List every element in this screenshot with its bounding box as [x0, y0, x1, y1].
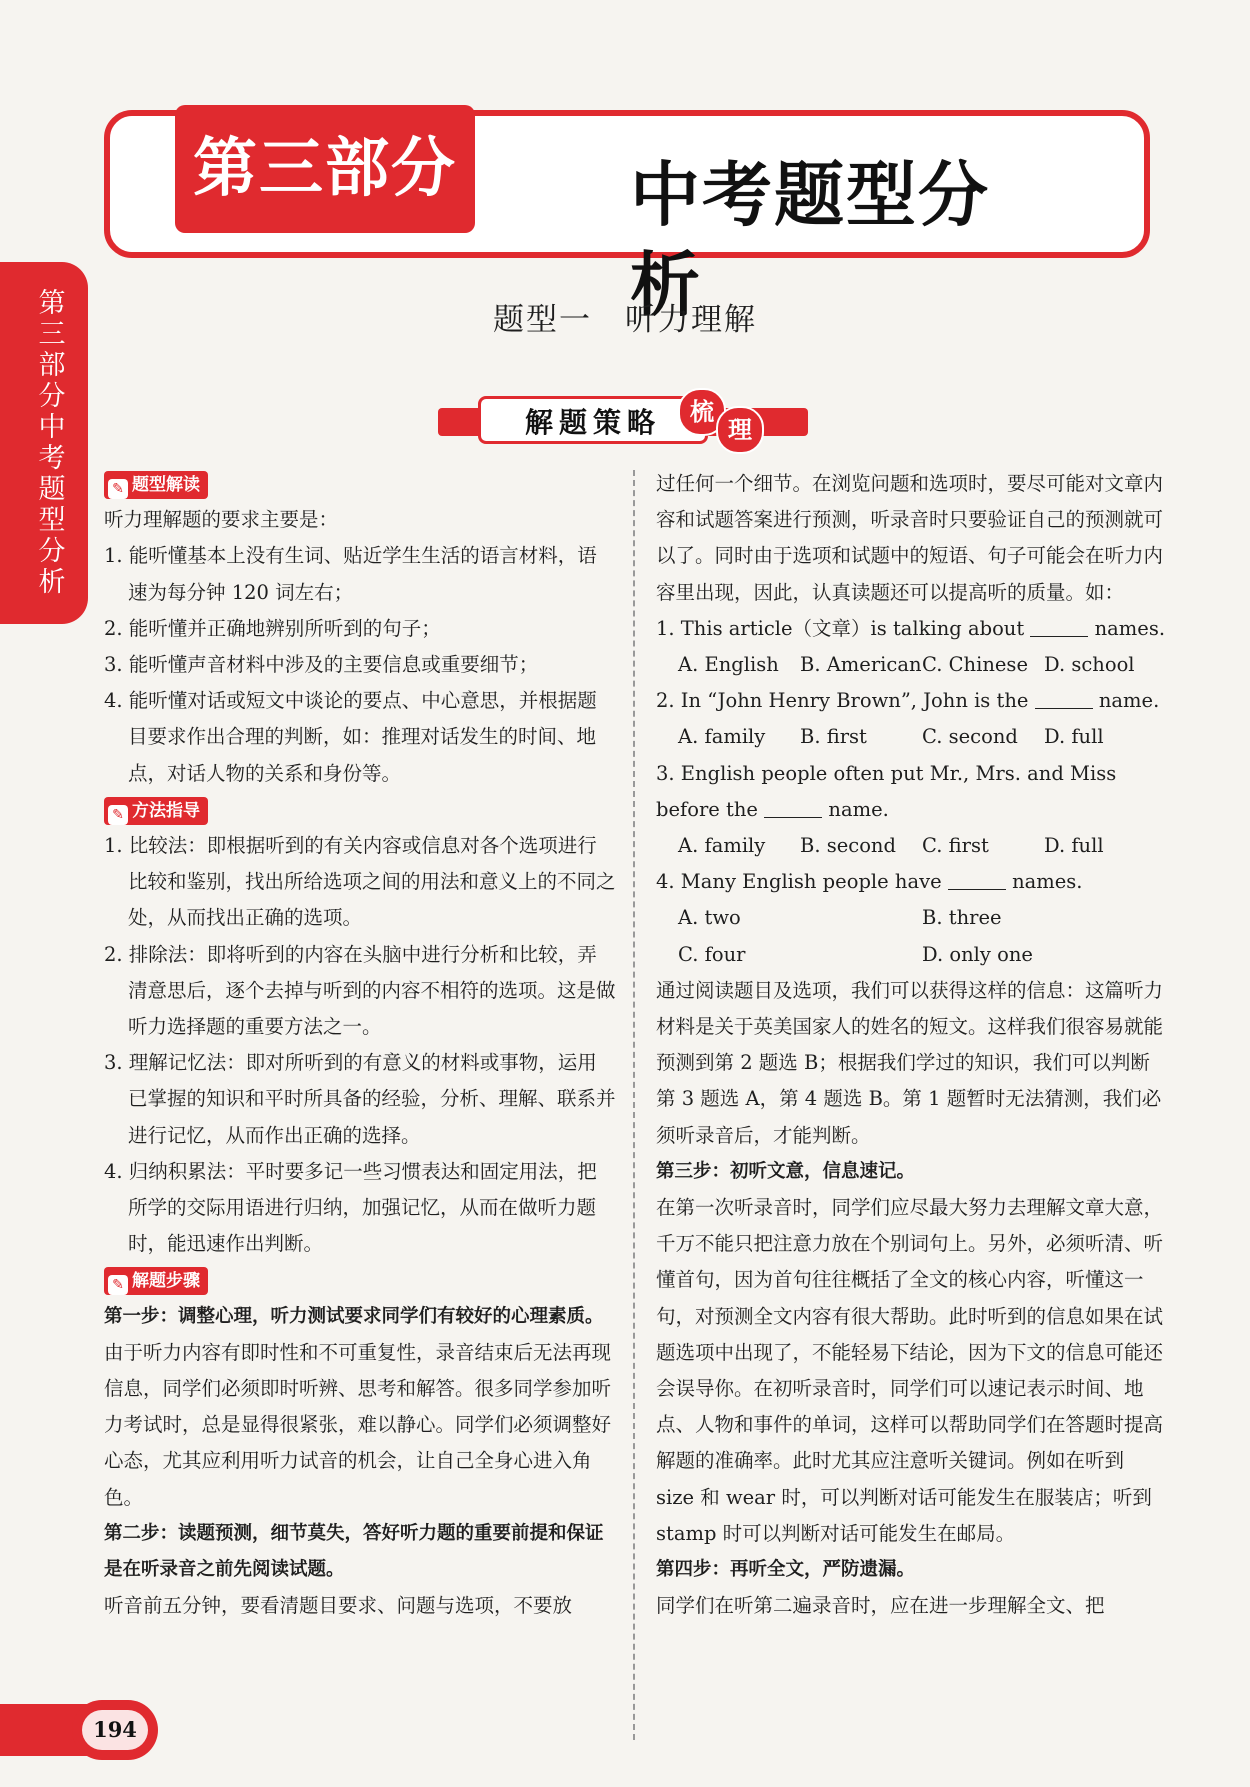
- section-heading-text: 方法指导: [132, 800, 200, 821]
- question-4-options-row2: [656, 937, 1166, 973]
- method-item: 2. 排除法：即将听到的内容在头脑中进行分析和比较，弄清意思后，逐个去掉与听到的内容不相符的选项。这是做听力选择题的重要方法之一。: [104, 942, 616, 1039]
- method-item: 1. 比较法：即根据听到的有关内容或信息对各个选项进行比较和鉴别，找出所给选项之间的用法和意义上的不同之处，从而找出正确的选项。: [104, 834, 616, 930]
- step1-text: 由于听力内容有即时性和不可重复性，录音结束后无法再现信息，同学们必须即时听辨、思考和解答。很多同学参加听力考试时，总是显得很紧张，难以静心。同学们必须调整好心态，尤其应利用听力试音的机会，让自己全身心进入角色。: [104, 1340, 612, 1509]
- column-divider: [633, 470, 635, 1740]
- requirement-item: 2. 能听懂并正确地辨别所听到的句子；: [104, 616, 441, 640]
- answer-blank: [764, 795, 822, 818]
- part-label: 第三部分: [175, 105, 475, 233]
- option: C. second: [922, 725, 1018, 749]
- strategy-banner: [438, 396, 808, 446]
- question-stem-end: names.: [1012, 870, 1083, 894]
- intro-text: 听力理解题的要求主要是：: [104, 508, 339, 532]
- option: B. first: [800, 725, 867, 749]
- section-badge-icon: ✎: [108, 805, 128, 825]
- option: A. family: [678, 725, 766, 749]
- question-stem-end: name.: [828, 797, 889, 821]
- question-stem-end: name.: [1098, 689, 1160, 713]
- question-3: [656, 756, 1166, 828]
- section-heading-interpretation: [104, 471, 208, 499]
- question-stem: 1. This article（文章）is talking about: [656, 616, 1025, 640]
- side-tab-text: 第三部分 中考题型分析: [38, 288, 66, 598]
- right-column: [656, 466, 1166, 1625]
- step2-text: 听音前五分钟，要看清题目要求、问题与选项，不要放: [104, 1594, 573, 1618]
- option: B. three: [922, 906, 1002, 930]
- step2-title: 第二步：读题预测，细节莫失，答好听力题的重要前提和保证是在听录音之前先阅读试题。: [104, 1522, 604, 1581]
- method-item: 3. 理解记忆法：即对所听到的有意义的材料或事物，运用已掌握的知识和平时所具备的经验，分析、理解、联系并进行记忆，从而作出正确的选择。: [104, 1051, 616, 1147]
- strategy-badge-1: 梳: [678, 388, 726, 436]
- option: A. family: [678, 834, 766, 858]
- section-heading-text: 题型解读: [132, 475, 200, 495]
- requirement-item: 1. 能听懂基本上没有生词、贴近学生生活的语言材料，语速为每分钟 120 词左右；: [104, 544, 597, 604]
- section-badge-icon: ✎: [108, 1275, 128, 1295]
- continued-text: 过任何一个细节。在浏览问题和选项时，要尽可能对文章内容和试题答案进行预测，听录音时只要验证自己的预测就可以了。同时由于选项和试题中的短语、句子可能会在听力内容里出现，因此，认真读题还可以提高听的质量。如：: [656, 472, 1164, 604]
- option: C. four: [678, 942, 746, 966]
- left-column: [104, 466, 616, 1625]
- chapter-title: 中考题型分析: [630, 154, 990, 326]
- section-title: 题型一 听力理解: [493, 302, 757, 338]
- option: A. two: [678, 906, 741, 930]
- step4-title: 第四步：再听全文，严防遗漏。: [656, 1559, 916, 1581]
- question-stem-end: names.: [1094, 616, 1166, 640]
- answer-blank: [1035, 686, 1093, 709]
- page-number-tab: [0, 1700, 160, 1760]
- analysis-text: 通过阅读题目及选项，我们可以获得这样的信息：这篇听力材料是关于英美国家人的姓名的短文。这样我们很容易就能预测到第 2 题选 B；根据我们学过的知识，我们可以判断第 3 题选 A，第 4 题选 B。第 1 题暂时无法猜测，我们必须听录音后，才能判断。: [656, 978, 1164, 1147]
- question-stem: 2. In “John Henry Brown”, John is the: [656, 689, 1029, 713]
- question-3-options: [656, 828, 1166, 864]
- question-stem: 3. English people often put Mr., Mrs. and Miss before the: [656, 761, 1117, 821]
- option: B. American: [800, 653, 922, 677]
- question-stem: 4. Many English people have: [656, 870, 942, 894]
- step3-text: 在第一次听录音时，同学们应尽最大努力去理解文章大意，千万不能只把注意力放在个别词句上。另外，必须听清、听懂首句，因为首句往往概括了全文的核心内容，听懂这一句，对预测全文内容有很大帮助。此时听到的信息如果在试题选项中出现了，不能轻易下结论，因为下文的信息可能还会误导你。在初听录音时，同学们可以速记表示时间、地点、人物和事件的单词，这样可以帮助同学们在答题时提高解题的准确率。此时尤其应注意听关键词。例如在听到 size 和 wear 时，可以判断对话可能发生在服装店；听到 stamp 时可以判断对话可能发生在邮局。: [656, 1196, 1164, 1545]
- requirement-item: 3. 能听懂声音材料中涉及的主要信息或重要细节；: [104, 653, 539, 677]
- option: D. full: [1044, 834, 1104, 858]
- option: D. only one: [922, 942, 1033, 966]
- answer-blank: [1030, 614, 1088, 637]
- strategy-badge-2: 理: [716, 406, 764, 454]
- section-heading-text: 解题步骤: [132, 1271, 200, 1292]
- step3-title: 第三步：初听文意，信息速记。: [656, 1160, 916, 1182]
- strategy-label: 解题策略: [478, 396, 708, 444]
- question-1-options: [656, 647, 1166, 683]
- option: B. second: [800, 834, 896, 858]
- section-heading-steps: [104, 1267, 208, 1295]
- option: C. Chinese: [922, 653, 1028, 677]
- section-heading-methods: [104, 797, 208, 825]
- section-badge-icon: ✎: [108, 479, 128, 499]
- option: C. first: [922, 834, 989, 858]
- page-number: 194: [93, 1717, 137, 1742]
- question-2: [656, 683, 1166, 719]
- requirement-item: 4. 能听懂对话或短文中谈论的要点、中心意思，并根据题目要求作出合理的判断，如：推理对话发生的时间、地点，对话人物的关系和身份等。: [104, 689, 597, 785]
- step1-title: 第一步：调整心理，听力测试要求同学们有较好的心理素质。: [104, 1305, 604, 1327]
- answer-blank: [948, 867, 1006, 890]
- option: D. school: [1044, 653, 1135, 677]
- question-4: [656, 864, 1166, 900]
- option: A. English: [678, 653, 779, 677]
- question-1: [656, 611, 1166, 647]
- question-2-options: [656, 719, 1166, 755]
- question-4-options: [656, 900, 1166, 936]
- option: D. full: [1044, 725, 1104, 749]
- step4-text: 同学们在听第二遍录音时，应在进一步理解全文、把: [656, 1594, 1105, 1618]
- method-item: 4. 归纳积累法：平时要多记一些习惯表达和固定用法，把所学的交际用语进行归纳，加强记忆，从而在做听力题时，能迅速作出判断。: [104, 1159, 597, 1256]
